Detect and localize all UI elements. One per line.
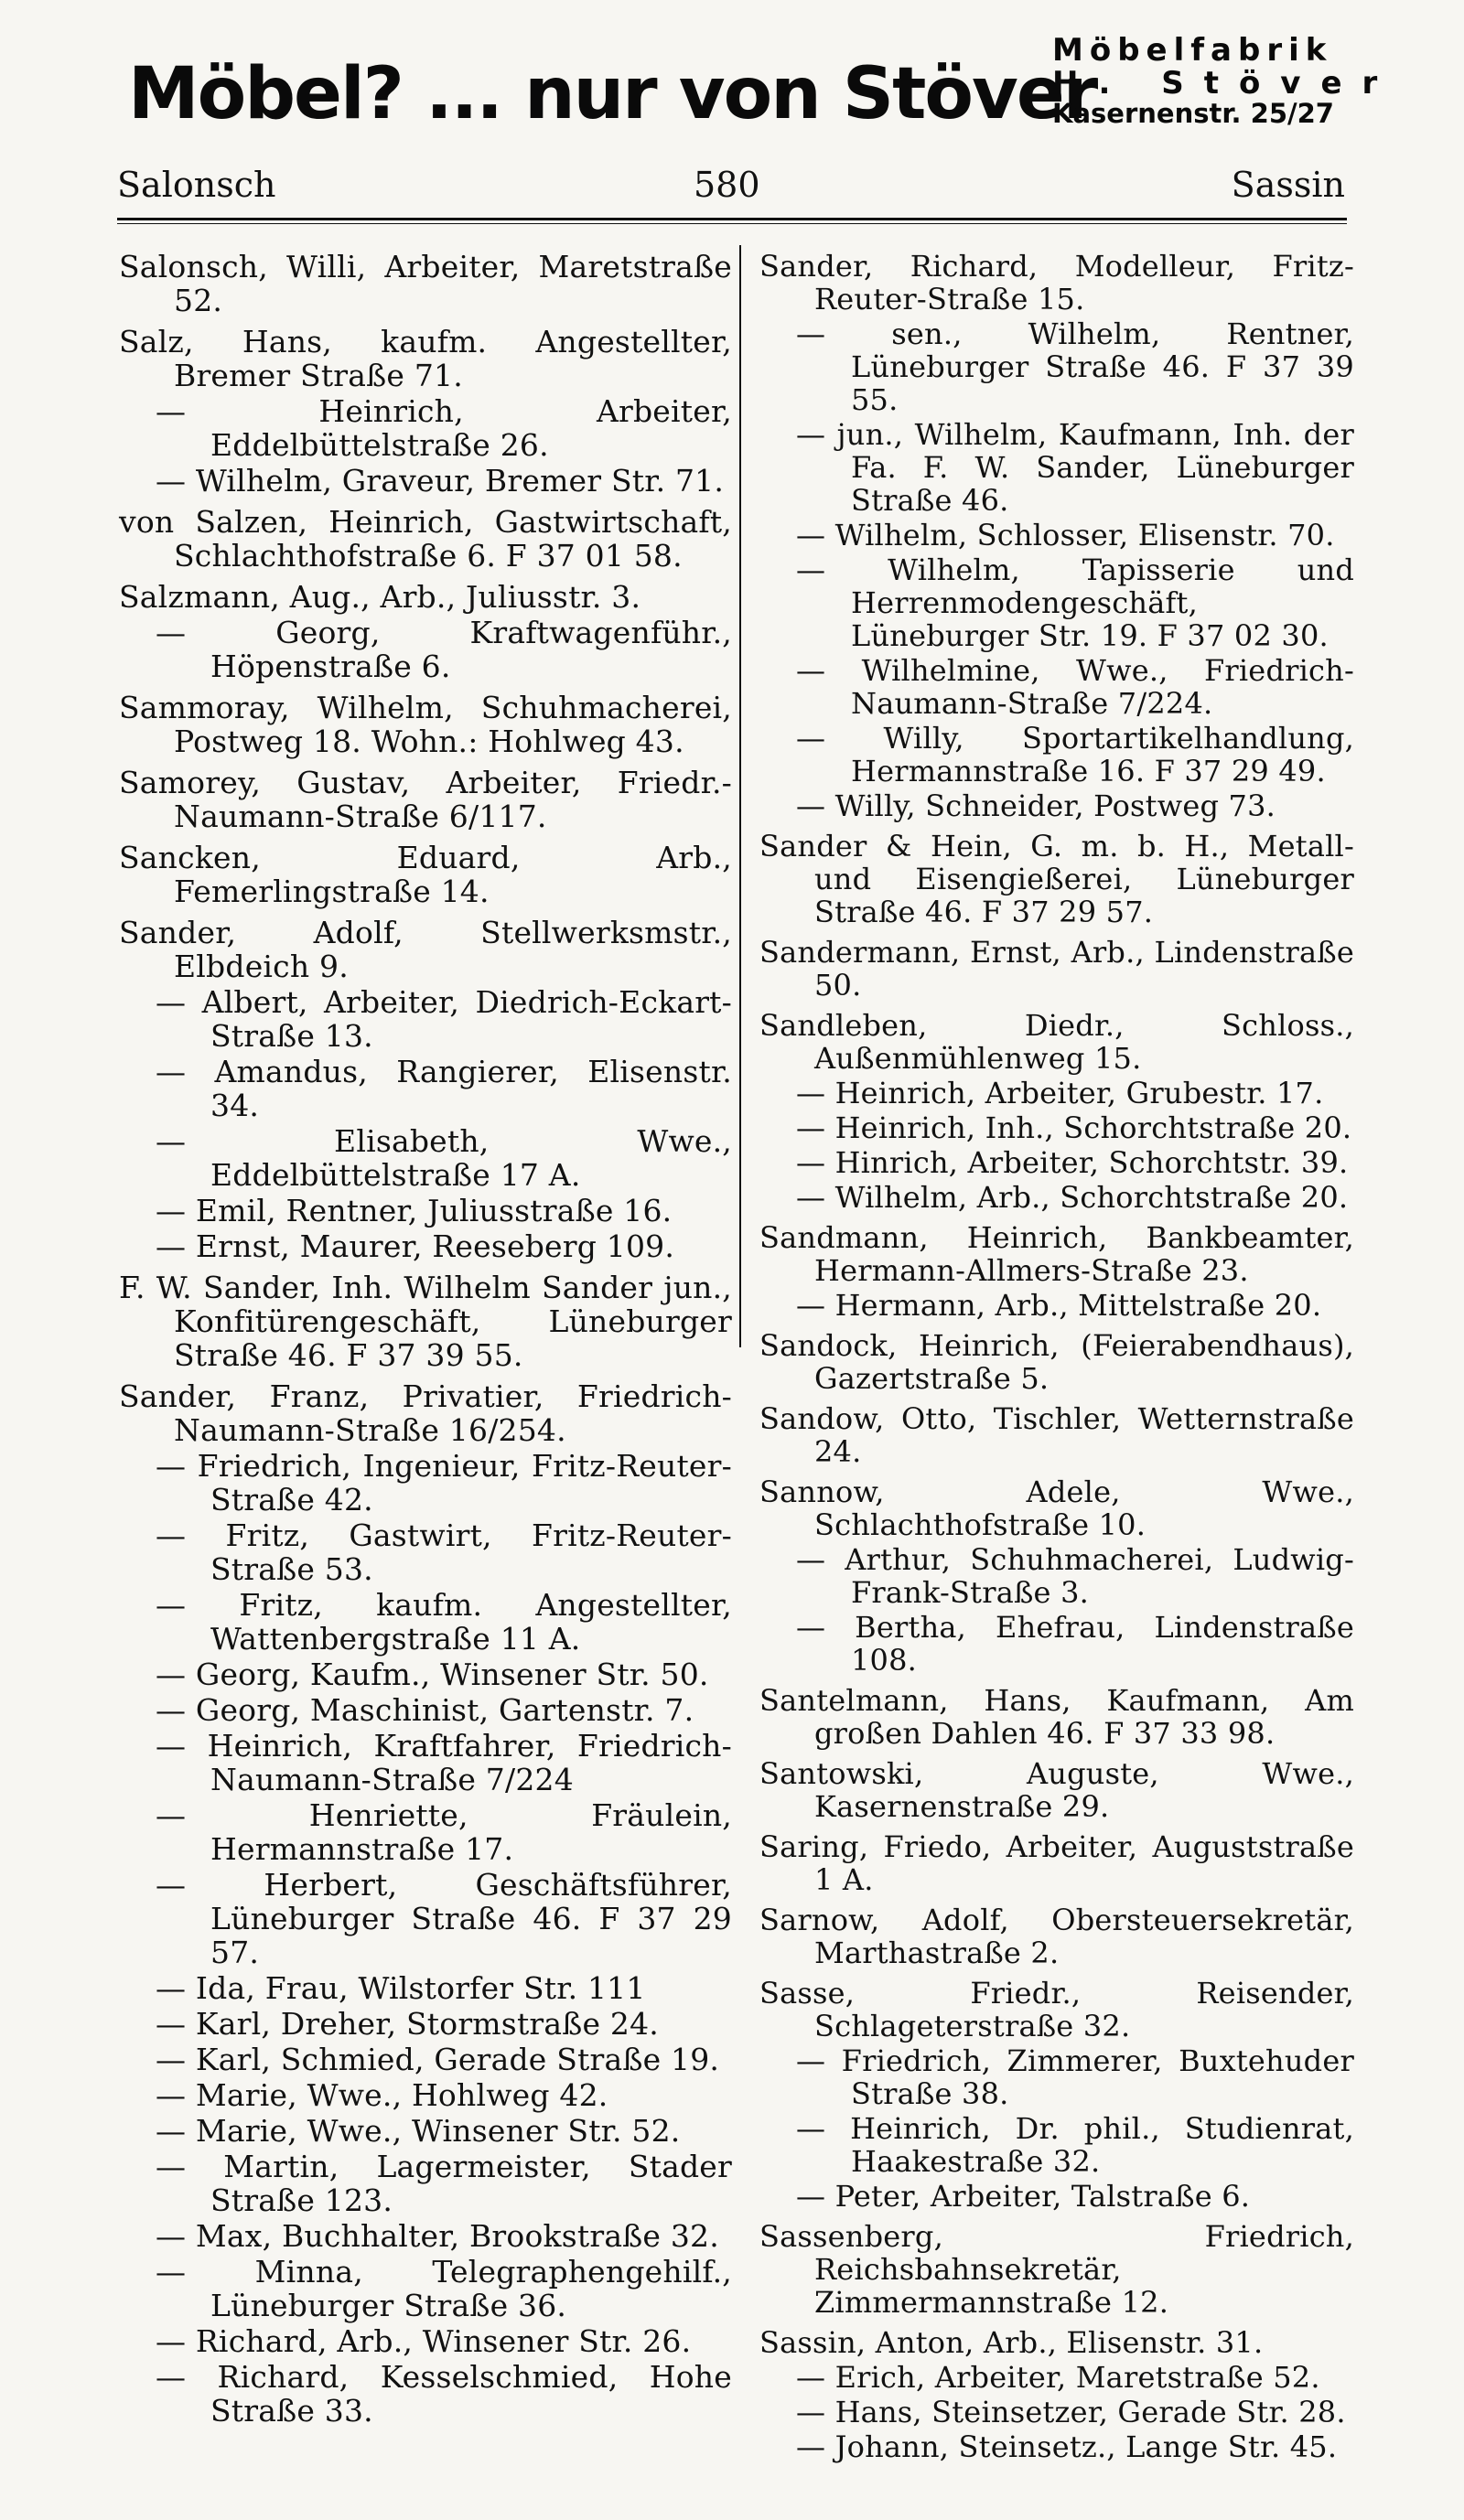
- directory-entry: — Fritz, Gastwirt, Fritz-Reuter-Straße 53.: [156, 1517, 732, 1587]
- column-divider: [739, 245, 741, 1347]
- directory-entry: — Karl, Schmied, Gerade Straße 19.: [156, 2042, 720, 2077]
- directory-entry: — Georg, Kaufm., Winsener Str. 50.: [156, 1657, 709, 1692]
- running-head: [117, 165, 1345, 220]
- directory-entry: Sandmann, Heinrich, Bankbeamter, Hermann-Allmers-Straße 23.: [759, 1220, 1354, 1288]
- directory-entry: — Wilhelmine, Wwe., Friedrich-Naumann-Straße 7/224.: [796, 653, 1354, 721]
- directory-entry: — Peter, Arbeiter, Talstraße 6.: [796, 2179, 1251, 2214]
- directory-entry: — Heinrich, Arbeiter, Eddelbüttelstraße 26.: [156, 393, 732, 463]
- directory-entry: — Ida, Frau, Wilstorfer Str. 111: [156, 1970, 646, 2006]
- directory-entry: — sen., Wilhelm, Rentner, Lüneburger Straße 46. F 37 39 55.: [796, 316, 1354, 417]
- directory-entry: — Friedrich, Ingenieur, Fritz-Reuter-Straße 42.: [156, 1448, 732, 1517]
- directory-entry: — Johann, Steinsetz., Lange Str. 45.: [796, 2429, 1338, 2464]
- directory-entry: — Martin, Lagermeister, Stader Straße 123.: [156, 2149, 732, 2218]
- directory-entry: — Amandus, Rangierer, Elisenstr. 34.: [156, 1054, 732, 1123]
- directory-entry: — Hermann, Arb., Mittelstraße 20.: [796, 1288, 1322, 1323]
- directory-entry: — Richard, Kesselschmied, Hohe Straße 33.: [156, 2359, 732, 2429]
- directory-entry: — Wilhelm, Tapisserie und Herrenmodengeschäft, Lüneburger Str. 19. F 37 02 30.: [796, 552, 1354, 653]
- directory-entry: — Ernst, Maurer, Reeseberg 109.: [156, 1228, 675, 1264]
- directory-entry: Sammoray, Wilhelm, Schuhmacherei, Postweg 18. Wohn.: Hohlweg 43.: [119, 690, 732, 759]
- directory-entry: Salonsch, Willi, Arbeiter, Maretstraße 52.: [119, 249, 732, 318]
- right-column: [759, 242, 1354, 2474]
- directory-entry: — Max, Buchhalter, Brookstraße 32.: [156, 2218, 719, 2254]
- directory-entry: Sandow, Otto, Tischler, Wetternstraße 24.: [759, 1401, 1354, 1469]
- directory-entry: Sassenberg, Friedrich, Reichsbahnsekretär, Zimmermannstraße 12.: [759, 2219, 1354, 2320]
- directory-entry: — Hinrich, Arbeiter, Schorchtstr. 39.: [796, 1145, 1349, 1180]
- directory-entry: Sassin, Anton, Arb., Elisenstr. 31.: [759, 2325, 1264, 2360]
- directory-entry: — Arthur, Schuhmacherei, Ludwig-Frank-Straße 3.: [796, 1542, 1354, 1610]
- directory-entry: — Erich, Arbeiter, Maretstraße 52.: [796, 2360, 1320, 2395]
- directory-entry: Santelmann, Hans, Kaufmann, Am großen Dahlen 46. F 37 33 98.: [759, 1683, 1354, 1751]
- directory-entry: — Elisabeth, Wwe., Eddelbüttelstraße 17 A.: [156, 1123, 732, 1193]
- directory-entry: — Heinrich, Kraftfahrer, Friedrich-Naumann-Straße 7/224: [156, 1728, 732, 1797]
- directory-entry: Sasse, Friedr., Reisender, Schlageterstraße 32.: [759, 1976, 1354, 2043]
- directory-entry: — Marie, Wwe., Winsener Str. 52.: [156, 2113, 681, 2149]
- running-head-last-entry: Sassin: [1231, 165, 1345, 205]
- directory-entry: — Heinrich, Arbeiter, Grubestr. 17.: [796, 1076, 1324, 1110]
- directory-entry: — Hans, Steinsetzer, Gerade Str. 28.: [796, 2395, 1346, 2429]
- directory-entry: Sarnow, Adolf, Obersteuersekretär, Marthastraße 2.: [759, 1903, 1354, 1970]
- directory-entry: — Heinrich, Inh., Schorchtstraße 20.: [796, 1110, 1352, 1145]
- directory-entry: — Friedrich, Zimmerer, Buxtehuder Straße 38.: [796, 2043, 1354, 2111]
- directory-entry: — Marie, Wwe., Hohlweg 42.: [156, 2077, 608, 2113]
- directory-entry: Sander, Adolf, Stellwerksmstr., Elbdeich 9.: [119, 915, 732, 984]
- directory-entry: — Herbert, Geschäftsführer, Lüneburger Straße 46. F 37 29 57.: [156, 1867, 732, 1970]
- directory-entry: Saring, Friedo, Arbeiter, Auguststraße 1 A.: [759, 1829, 1354, 1897]
- directory-entry: — Georg, Kraftwagenführ., Höpenstraße 6.: [156, 615, 732, 684]
- directory-entry: — Albert, Arbeiter, Diedrich-Eckart-Straße 13.: [156, 984, 732, 1054]
- directory-entry: Sancken, Eduard, Arb., Femerlingstraße 14.: [119, 840, 732, 909]
- directory-entry: Sandock, Heinrich, (Feierabendhaus), Gazertstraße 5.: [759, 1328, 1354, 1396]
- directory-entry: — Willy, Schneider, Postweg 73.: [796, 788, 1276, 823]
- directory-entry: — Heinrich, Dr. phil., Studienrat, Haakestraße 32.: [796, 2111, 1354, 2179]
- directory-entry: — Willy, Sportartikelhandlung, Hermannstraße 16. F 37 29 49.: [796, 721, 1354, 788]
- advertisement-company-line2: H. Stöver: [1052, 64, 1398, 102]
- directory-entry: Sannow, Adele, Wwe., Schlachthofstraße 10.: [759, 1474, 1354, 1542]
- directory-entry: von Salzen, Heinrich, Gastwirtschaft, Schlachthofstraße 6. F 37 01 58.: [119, 504, 732, 574]
- directory-entry: Santowski, Auguste, Wwe., Kasernenstraße 29.: [759, 1756, 1354, 1824]
- advertisement-company-address: Kasernenstr. 25/27: [1052, 98, 1334, 130]
- directory-entry: Sandermann, Ernst, Arb., Lindenstraße 50.: [759, 935, 1354, 1003]
- advertisement-slogan: Möbel? ... nur von Stöver: [128, 53, 1097, 135]
- directory-entry: — jun., Wilhelm, Kaufmann, Inh. der Fa. F. W. Sander, Lüneburger Straße 46.: [796, 417, 1354, 518]
- directory-entry: — Karl, Dreher, Stormstraße 24.: [156, 2006, 659, 2042]
- directory-entry: Salzmann, Aug., Arb., Juliusstr. 3.: [119, 579, 641, 615]
- directory-entry: — Wilhelm, Schlosser, Elisenstr. 70.: [796, 518, 1335, 552]
- directory-entry: — Wilhelm, Arb., Schorchtstraße 20.: [796, 1180, 1349, 1215]
- directory-entry: — Georg, Maschinist, Gartenstr. 7.: [156, 1692, 694, 1728]
- header-rule: [117, 218, 1347, 224]
- left-column: [119, 242, 732, 2474]
- directory-entry: — Emil, Rentner, Juliusstraße 16.: [156, 1193, 673, 1228]
- advertisement-company: [1052, 32, 1398, 130]
- directory-entry: Sander & Hein, G. m. b. H., Metall- und Eisengießerei, Lüneburger Straße 46. F 37 29 57.: [759, 829, 1354, 929]
- directory-entry: Sandleben, Diedr., Schloss., Außenmühlenweg 15.: [759, 1008, 1354, 1076]
- directory-entry: Sander, Franz, Privatier, Friedrich-Naumann-Straße 16/254.: [119, 1378, 732, 1448]
- directory-entry: — Richard, Arb., Winsener Str. 26.: [156, 2323, 692, 2359]
- directory-entry: — Fritz, kaufm. Angestellter, Wattenbergstraße 11 A.: [156, 1587, 732, 1657]
- directory-entry: Salz, Hans, kaufm. Angestellter, Bremer Straße 71.: [119, 324, 732, 393]
- page-number: 580: [694, 165, 760, 205]
- directory-entry: — Henriette, Fräulein, Hermannstraße 17.: [156, 1797, 732, 1867]
- directory-entry: — Bertha, Ehefrau, Lindenstraße 108.: [796, 1610, 1354, 1678]
- directory-entry: — Wilhelm, Graveur, Bremer Str. 71.: [156, 463, 725, 499]
- advertisement-banner: [128, 26, 1398, 163]
- advertisement-company-line1: Möbelfabrik: [1052, 32, 1333, 69]
- directory-entry: Sander, Richard, Modelleur, Fritz-Reuter-Straße 15.: [759, 249, 1354, 316]
- directory-entry: — Minna, Telegraphengehilf., Lüneburger Straße 36.: [156, 2254, 732, 2323]
- directory-entry: F. W. Sander, Inh. Wilhelm Sander jun., Konfitürengeschäft, Lüneburger Straße 46. F 37 39 55.: [119, 1270, 732, 1373]
- running-head-first-entry: Salonsch: [117, 165, 276, 205]
- directory-entry: Samorey, Gustav, Arbeiter, Friedr.-Naumann-Straße 6/117.: [119, 765, 732, 834]
